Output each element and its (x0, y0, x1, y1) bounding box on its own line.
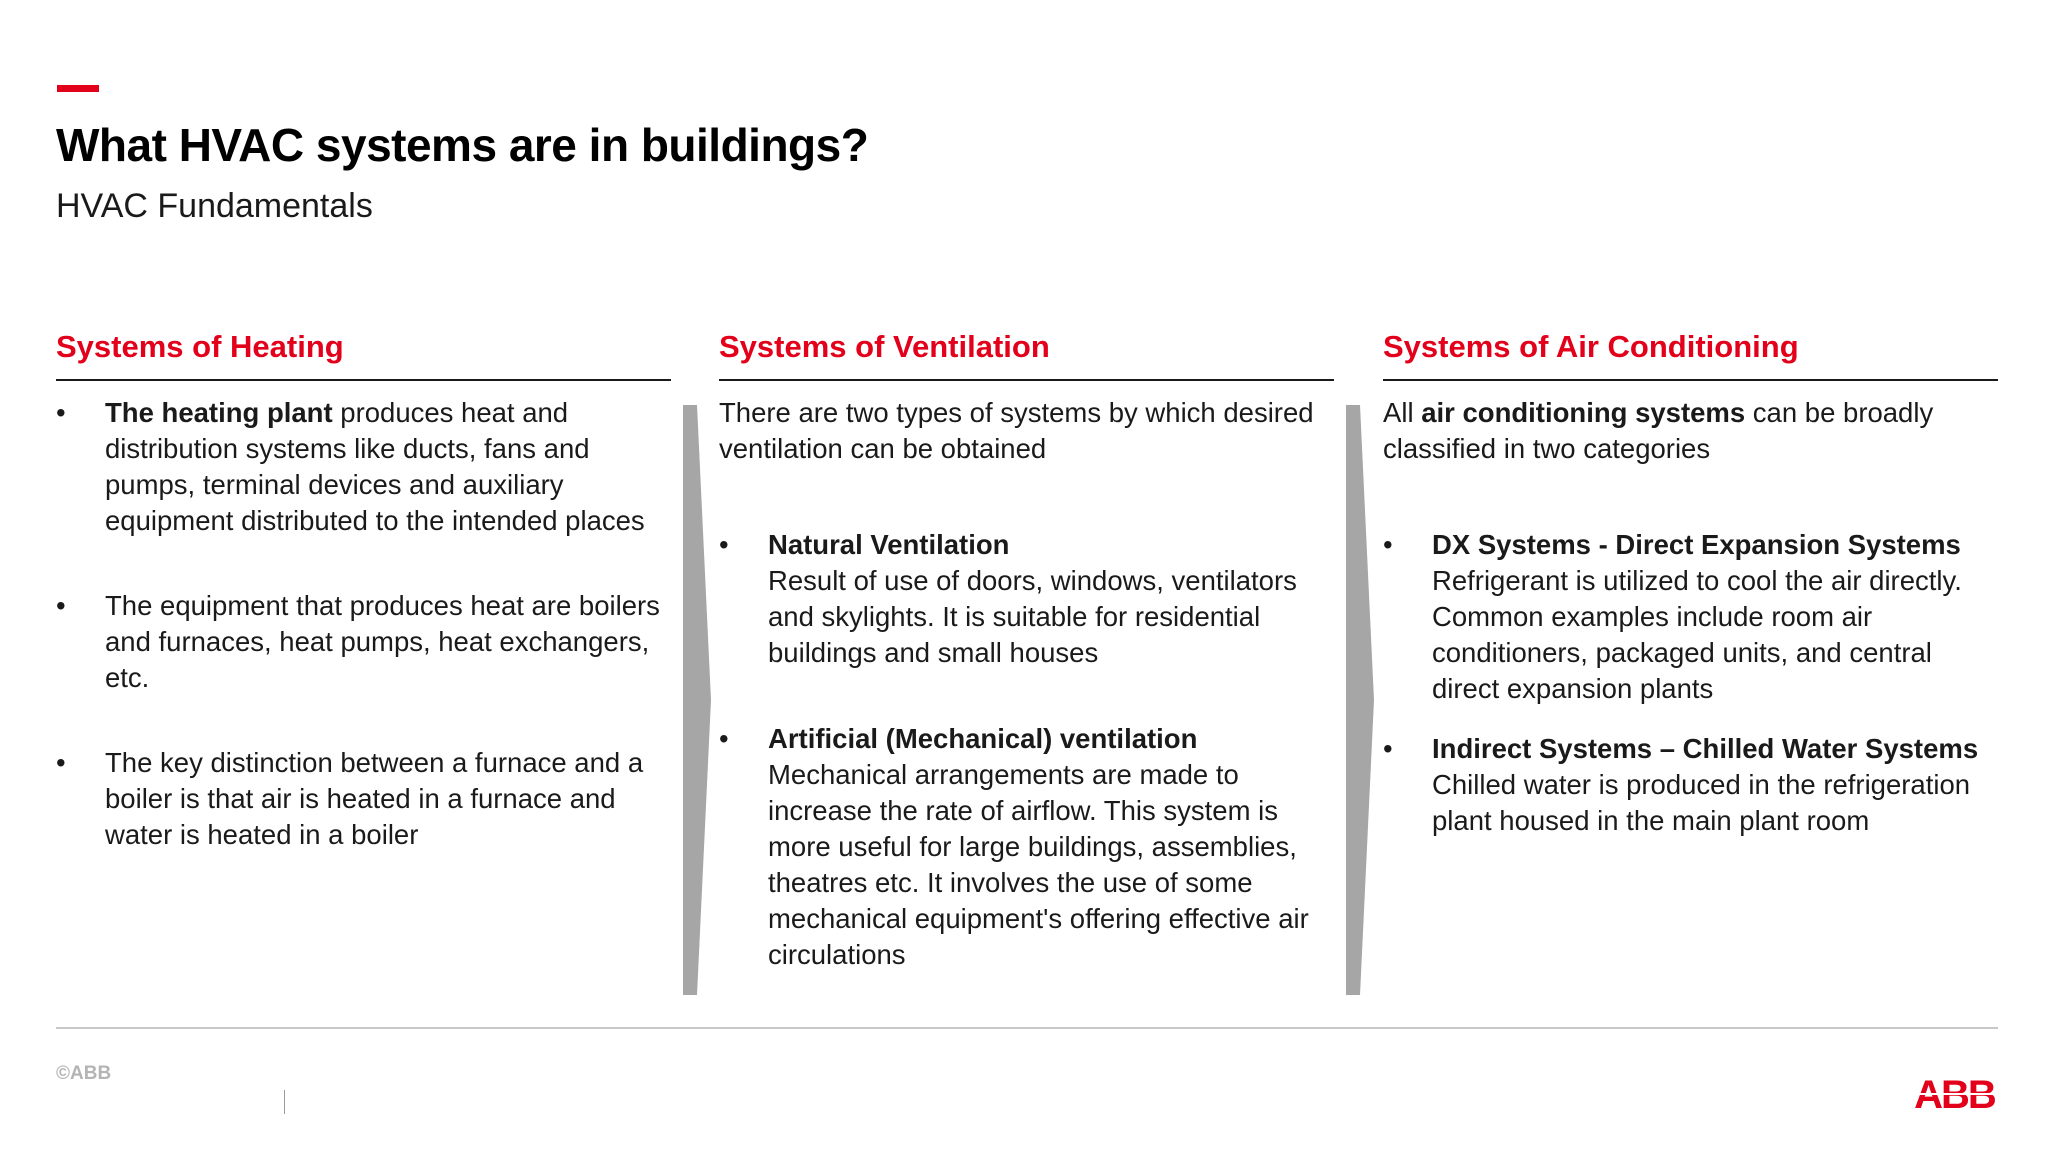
copyright-text: ©ABB (56, 1063, 112, 1084)
mechanical-ventilation-desc: Mechanical arrangements are made to increase the rate of airflow. This system is more useful for large buildings, assemblies, theatres etc. It involves the use of some mechanical equipment's offering effective air circulations (768, 759, 1309, 970)
ventilation-heading: Systems of Ventilation (719, 325, 1334, 381)
heating-body (56, 395, 671, 853)
air-conditioning-column (1383, 325, 1998, 863)
air-conditioning-bullet-list (1383, 527, 1998, 839)
ventilation-intro: There are two types of systems by which desired ventilation can be obtained (719, 397, 1314, 464)
intro-bold: air conditioning systems (1421, 397, 1746, 428)
list-item (56, 745, 671, 853)
mechanical-ventilation-title: Artificial (Mechanical) ventilation (768, 723, 1198, 754)
natural-ventilation-desc: Result of use of doors, windows, ventilators and skylights. It is suitable for residential buildings and small houses (768, 565, 1297, 668)
indirect-systems-title: Indirect Systems – Chilled Water Systems (1432, 733, 1979, 764)
list-item (719, 527, 1334, 671)
dx-systems-desc: Refrigerant is utilized to cool the air directly. Common examples include room air conditioners, packaged units, and central direct expansion plants (1432, 565, 1962, 704)
list-item (56, 395, 671, 539)
natural-ventilation-title: Natural Ventilation (768, 529, 1010, 560)
abb-logo-text: ABB (1914, 1075, 1995, 1113)
bullet-icon: • (719, 529, 729, 560)
ventilation-body (719, 395, 1334, 973)
heating-heading: Systems of Heating (56, 325, 671, 381)
slide-title: What HVAC systems are in buildings? (56, 119, 869, 171)
heating-plant-bold: The heating plant (105, 397, 333, 428)
chevron-divider-icon (683, 405, 711, 995)
ventilation-column (719, 325, 1334, 997)
heating-distinction-text: The key distinction between a furnace and a boiler is that air is heated in a furnace and water is heated in a boiler (105, 747, 644, 850)
bullet-icon: • (56, 397, 66, 428)
ventilation-bullet-list (719, 527, 1334, 973)
air-conditioning-intro (1383, 395, 1998, 467)
heating-plant-text: produces heat and distribution systems like ducts, fans and pumps, terminal devices and auxiliary equipment distributed to the intended places (105, 397, 645, 536)
bullet-icon: • (1383, 733, 1393, 764)
heating-equipment-text: The equipment that produces heat are boilers and furnaces, heat pumps, heat exchangers, etc. (105, 590, 660, 693)
footer-rule (56, 1027, 1998, 1029)
footer-divider (284, 1090, 285, 1114)
indirect-systems-desc: Chilled water is produced in the refrigeration plant housed in the main plant room (1432, 769, 1971, 836)
abb-logo-icon (1911, 1075, 1998, 1113)
air-conditioning-body (1383, 395, 1998, 839)
air-conditioning-heading: Systems of Air Conditioning (1383, 325, 1998, 381)
intro-pre: All (1383, 397, 1422, 428)
dx-systems-title: DX Systems - Direct Expansion Systems (1432, 529, 1961, 560)
list-item (1383, 527, 1998, 707)
list-item (1383, 731, 1998, 839)
bullet-icon: • (56, 747, 66, 778)
list-item (719, 721, 1334, 973)
bullet-icon: • (719, 723, 729, 754)
intro-post: can be broadly classified in two categories (1383, 397, 1934, 464)
heating-bullet-list (56, 395, 671, 853)
chevron-divider-icon (1346, 405, 1374, 995)
slide-subtitle: HVAC Fundamentals (56, 187, 373, 225)
bullet-icon: • (1383, 529, 1393, 560)
accent-bar (57, 85, 99, 92)
list-item (56, 588, 671, 696)
heating-column (56, 325, 671, 902)
bullet-icon: • (56, 590, 66, 621)
